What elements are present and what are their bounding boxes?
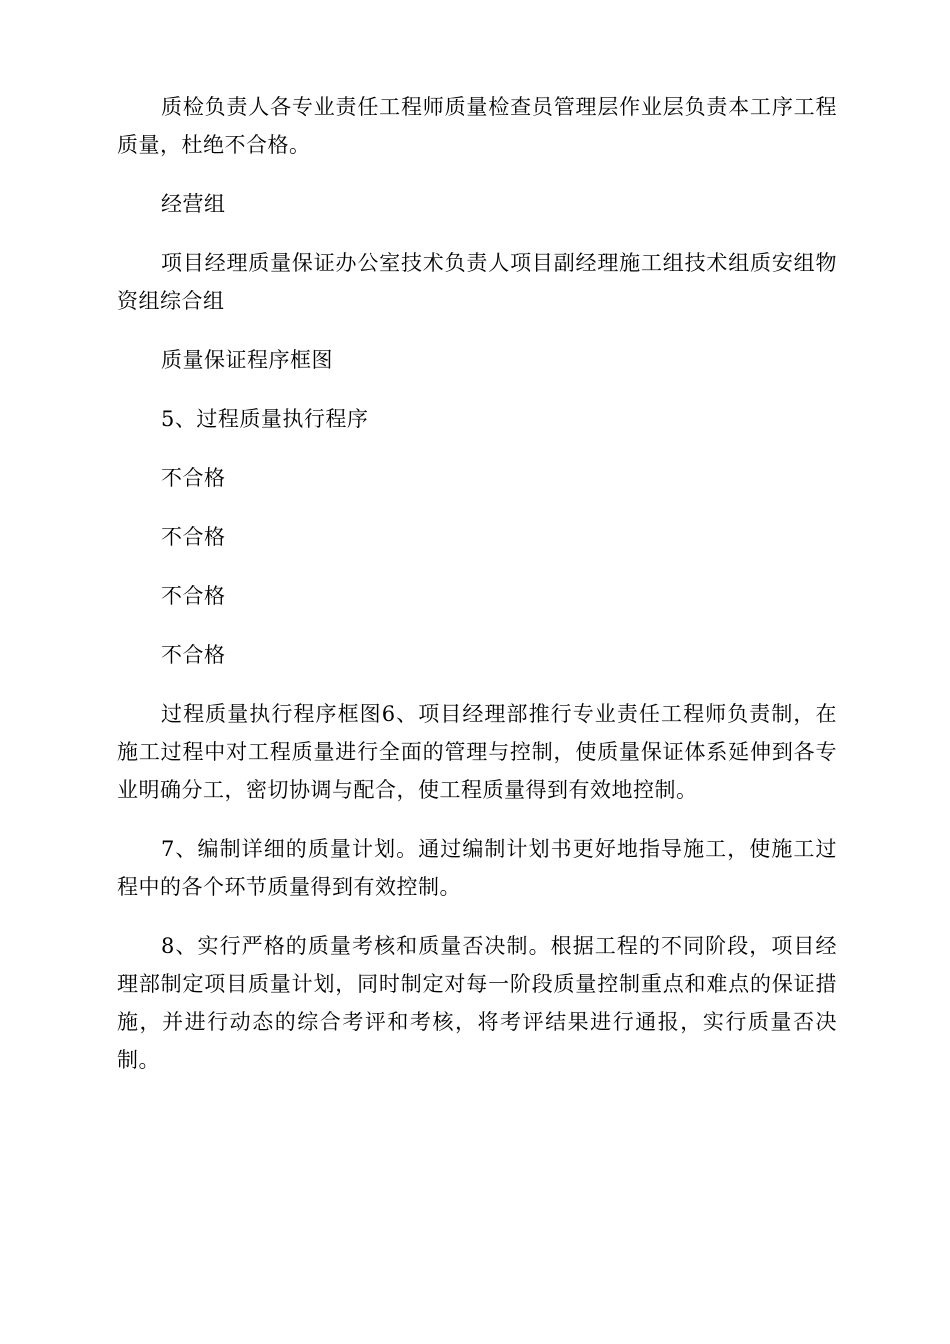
section-heading-process-quality: 5、过程质量执行程序 [161, 407, 369, 431]
paragraph-organization-roles: 项目经理质量保证办公室技术负责人项目副经理施工组技术组质安组物资组综合组 [117, 251, 837, 313]
paragraph-item-7: 7、编制详细的质量计划。通过编制计划书更好地指导施工，使施工过程中的各个环节质量得到有效控制。 [117, 837, 837, 899]
paragraph-quality-responsibility: 质检负责人各专业责任工程师质量检查员管理层作业层负责本工序工程质量，杜绝不合格。 [117, 95, 837, 157]
paragraph-unqualified-4: 不合格 [161, 643, 226, 667]
paragraph-unqualified-1: 不合格 [161, 466, 226, 490]
paragraph-quality-assurance-flowchart-caption: 质量保证程序框图 [161, 348, 333, 372]
paragraph-operations-group: 经营组 [161, 192, 226, 216]
document-body [117, 88, 837, 1100]
paragraph-item-8: 8、实行严格的质量考核和质量否决制。根据工程的不同阶段，项目经理部制定项目质量计划，同时制定对每一阶段质量控制重点和难点的保证措施，并进行动态的综合考评和考核，将考评结果进行通报，实行质量否决制。 [117, 934, 837, 1072]
paragraph-unqualified-2: 不合格 [161, 525, 226, 549]
paragraph-unqualified-3: 不合格 [161, 584, 226, 608]
paragraph-item-6: 过程质量执行程序框图6、项目经理部推行专业责任工程师负责制，在施工过程中对工程质量进行全面的管理与控制，使质量保证体系延伸到各专业明确分工，密切协调与配合，使工程质量得到有效地控制。 [117, 702, 837, 802]
